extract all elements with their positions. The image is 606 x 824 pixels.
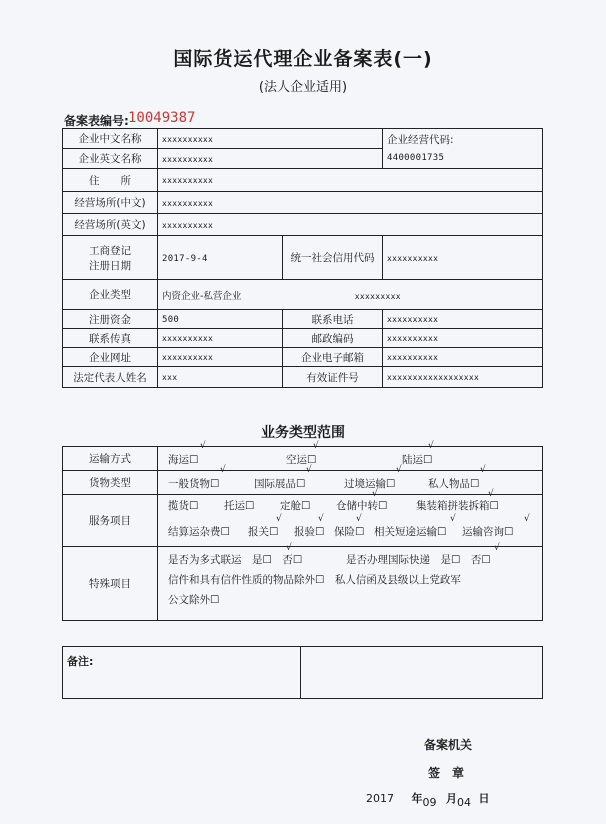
business-scope-table [62, 441, 543, 621]
option-inspection[interactable]: 报验☐ [294, 526, 325, 538]
address-label: 住 所 [63, 169, 158, 192]
option-settlement[interactable]: 结算运杂费☐ [168, 526, 230, 538]
check-mark: √ [524, 514, 530, 524]
company-type-label: 企业类型 [63, 280, 158, 310]
zip-value: xxxxxxxxxx [383, 329, 543, 348]
phone-label: 联系电话 [283, 310, 383, 329]
check-mark: √ [318, 514, 324, 524]
option-canvass[interactable]: 揽货☐ [168, 500, 199, 512]
option-consign[interactable]: 托运☐ [224, 500, 255, 512]
check-mark: √ [494, 543, 500, 553]
company-info-table [62, 128, 543, 388]
option-insurance[interactable]: 保险☐ [334, 526, 365, 538]
address-value: xxxxxxxxxx [158, 169, 543, 192]
en-name-value: xxxxxxxxxx [158, 149, 383, 169]
en-name-label: 企业英文名称 [63, 149, 158, 169]
check-mark: √ [313, 441, 319, 451]
form-title: 国际货运代理企业备案表(一) [173, 48, 433, 70]
remarks-label: 备注: [63, 647, 301, 699]
reg-date-value: 2017-9-4 [158, 236, 283, 280]
remarks-table [62, 646, 543, 699]
cn-name-label: 企业中文名称 [63, 129, 158, 149]
credit-code-label: 统一社会信用代码 [283, 236, 383, 280]
zip-label: 邮政编码 [283, 329, 383, 348]
cargo-label: 货物类型 [63, 471, 158, 495]
check-mark: √ [220, 465, 226, 475]
enterprise-code-label: 企业经营代码: [387, 134, 454, 146]
fax-label: 联系传真 [63, 329, 158, 348]
legal-rep-value: xxx [158, 367, 283, 388]
seal-label: 签 章 [428, 766, 465, 780]
premises-en-value: xxxxxxxxxx [158, 214, 543, 236]
option-transit[interactable]: 过境运输☐ [344, 478, 396, 490]
option-personal[interactable]: 私人物品☐ [428, 478, 480, 490]
email-value: xxxxxxxxxx [383, 348, 543, 367]
option-official-docs[interactable]: 公文除外☐ [168, 594, 220, 606]
option-general-cargo[interactable]: 一般货物☐ [168, 478, 220, 490]
option-sea[interactable]: 海运☐ [168, 454, 199, 466]
credit-code-value: xxxxxxxxxx [383, 236, 543, 280]
date-month: 09 [422, 796, 437, 809]
check-mark: √ [286, 543, 292, 553]
reg-date-label: 工商登记 注册日期 [63, 236, 158, 280]
cn-name-value: xxxxxxxxxx [158, 129, 383, 149]
service-label: 服务项目 [63, 495, 158, 547]
website-label: 企业网址 [63, 348, 158, 367]
option-multimodal[interactable]: 是否为多式联运 是☐ 否☐ [168, 554, 303, 566]
authority-label: 备案机关 [424, 738, 473, 752]
scope-title: 业务类型范围 [261, 425, 345, 441]
legal-rep-label: 法定代表人姓名 [63, 367, 158, 388]
date-day-unit: 日 [478, 792, 490, 805]
check-mark: √ [428, 441, 434, 451]
id-number-label: 有效证件号 [283, 367, 383, 388]
check-mark: √ [356, 514, 362, 524]
fax-value: xxxxxxxxxx [158, 329, 283, 348]
date-day: 04 [457, 796, 471, 809]
date-year-unit: 年 [411, 792, 423, 805]
website-value: xxxxxxxxxx [158, 348, 283, 367]
record-number-value: 10049387 [128, 110, 196, 126]
special-options [158, 543, 543, 621]
option-short-haul[interactable]: 相关短途运输☐ [374, 526, 447, 538]
form-subtitle: (法人企业适用) [258, 80, 348, 95]
option-container[interactable]: 集装箱拼装拆箱☐ [416, 500, 499, 512]
record-number-label: 备案表编号: [64, 114, 129, 128]
enterprise-code-value: 4400001735 [387, 153, 445, 163]
date-line [366, 790, 490, 809]
transport-label: 运输方式 [63, 447, 158, 471]
option-express[interactable]: 是否办理国际快递 是☐ 否☐ [346, 554, 491, 566]
option-land[interactable]: 陆运☐ [402, 454, 433, 466]
check-mark: √ [276, 514, 282, 524]
option-consulting[interactable]: 运输咨询☐ [462, 526, 514, 538]
remarks-value[interactable] [301, 647, 543, 699]
check-mark: √ [450, 514, 456, 524]
check-mark: √ [480, 465, 486, 475]
option-air[interactable]: 空运☐ [286, 454, 317, 466]
capital-label: 注册资金 [63, 310, 158, 329]
enterprise-code-cell [383, 129, 543, 169]
date-month-unit: 月 [446, 792, 457, 805]
option-exhibits[interactable]: 国际展品☐ [254, 478, 306, 490]
option-customs[interactable]: 报关☐ [248, 526, 279, 538]
premises-en-label: 经营场所(英文) [63, 214, 158, 236]
special-label: 特殊项目 [63, 547, 158, 621]
check-mark: √ [200, 441, 206, 451]
option-letters[interactable]: 信件和具有信件性质的物品除外☐ 私人信函及县级以上党政军 [168, 574, 461, 586]
capital-value: 500 [158, 310, 283, 329]
check-mark: √ [396, 465, 402, 475]
email-label: 企业电子邮箱 [283, 348, 383, 367]
option-booking[interactable]: 定舱☐ [280, 500, 311, 512]
service-options [158, 489, 543, 547]
id-number-value: xxxxxxxxxxxxxxxxxx [383, 367, 543, 388]
check-mark: √ [306, 465, 312, 475]
phone-value: xxxxxxxxxx [383, 310, 543, 329]
date-year: 2017 [366, 792, 394, 805]
premises-cn-label: 经营场所(中文) [63, 192, 158, 214]
company-type-value: 内资企业-私营企业 xxxxxxxxx [158, 280, 543, 310]
check-mark: √ [372, 489, 378, 499]
check-mark: √ [488, 489, 494, 499]
premises-cn-value: xxxxxxxxxx [158, 192, 543, 214]
option-warehousing[interactable]: 仓储中转☐ [336, 500, 388, 512]
cargo-options [158, 465, 543, 495]
